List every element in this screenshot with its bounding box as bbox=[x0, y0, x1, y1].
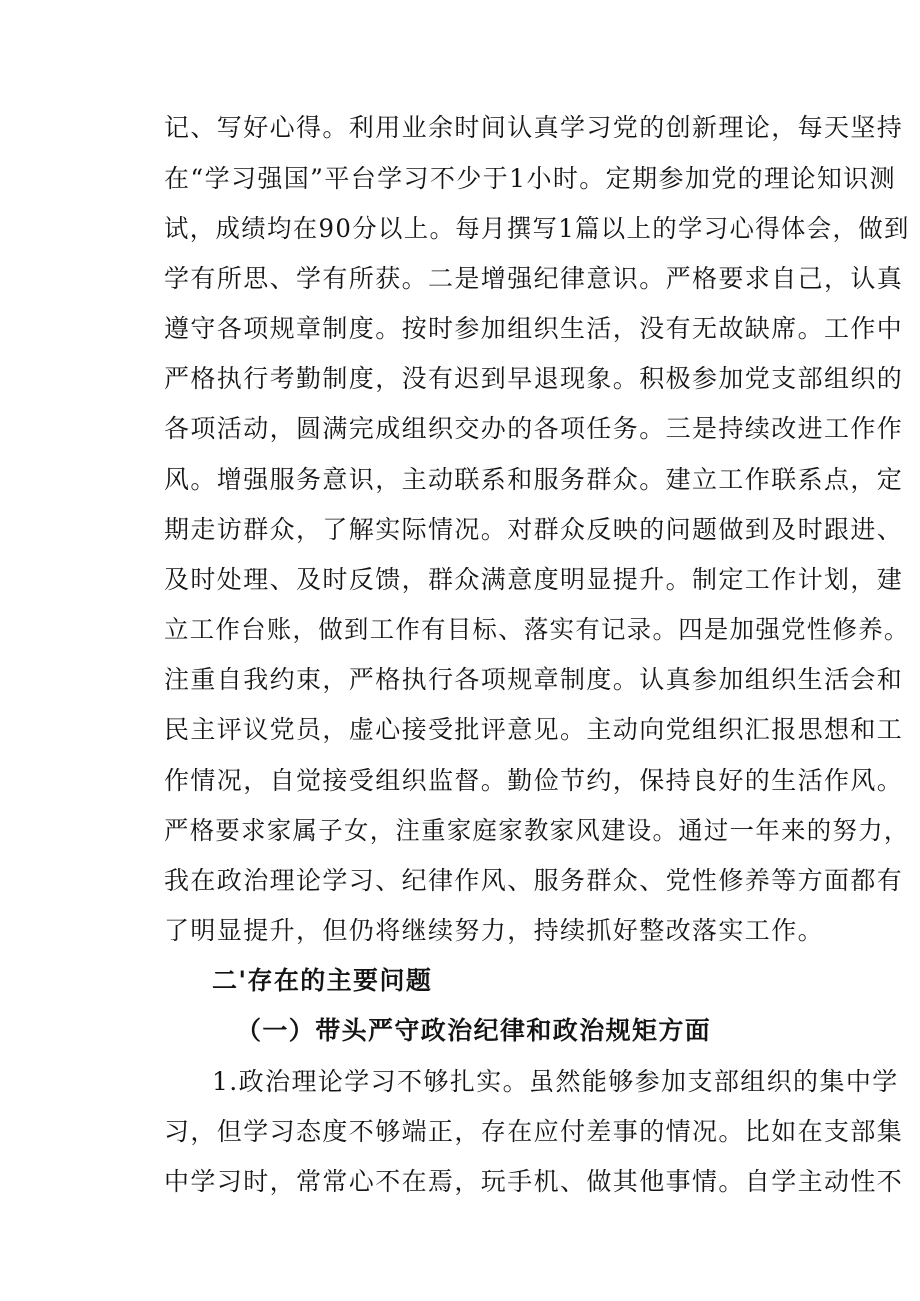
body-text-line: 民主评议党员，虚心接受批评意见。主动向党组织汇报思想和工 bbox=[164, 715, 904, 744]
body-text-line: 试，成绩均在90分以上。每月撰写1篇以上的学习心得体会，做到 bbox=[164, 214, 910, 243]
item-text-line: 中学习时，常常心不在焉，玩手机、做其他事情。自学主动性不 bbox=[164, 1167, 904, 1196]
body-text-line: 记、写好心得。利用业余时间认真学习党的创新理论，每天坚持 bbox=[164, 113, 904, 142]
body-text-line: 遵守各项规章制度。按时参加组织生活，没有无故缺席。工作中 bbox=[164, 314, 904, 343]
item-text-line: 习，但学习态度不够端正，存在应付差事的情况。比如在支部集 bbox=[164, 1117, 904, 1146]
body-text-line: 了明显提升，但仍将继续努力，持续抓好整改落实工作。 bbox=[164, 916, 825, 945]
body-text-line: 期走访群众，了解实际情况。对群众反映的问题做到及时跟进、 bbox=[164, 515, 904, 544]
body-text-line: 风。增强服务意识，主动联系和服务群众。建立工作联系点，定 bbox=[164, 465, 904, 494]
subsection-heading: （一）带头严守政治纪律和政治规矩方面 bbox=[236, 1016, 712, 1045]
body-text-line: 及时处理、及时反馈，群众满意度明显提升。制定工作计划，建 bbox=[164, 565, 904, 594]
body-text-line: 严格要求家属子女，注重家庭家教家风建设。通过一年来的努力， bbox=[164, 816, 910, 845]
body-text-line: 立工作台账，做到工作有目标、落实有记录。四是加强党性修养。 bbox=[164, 615, 910, 644]
body-text-line: 作情况，自觉接受组织监督。勤俭节约，保持良好的生活作风。 bbox=[164, 766, 904, 795]
body-text-line: 各项活动，圆满完成组织交办的各项任务。三是持续改进工作作 bbox=[164, 414, 904, 443]
body-text-line: 严格执行考勤制度，没有迟到早退现象。积极参加党支部组织的 bbox=[164, 364, 904, 393]
body-text-line: 学有所思、学有所获。二是增强纪律意识。严格要求自己，认真 bbox=[164, 264, 904, 293]
body-text-line: 我在政治理论学习、纪律作风、服务群众、党性修养等方面都有 bbox=[164, 866, 904, 895]
body-text-line: 注重自我约束，严格执行各项规章制度。认真参加组织生活会和 bbox=[164, 665, 904, 694]
item-text-line: 1.政治理论学习不够扎实。虽然能够参加支部组织的集中学 bbox=[212, 1067, 899, 1096]
body-text-line: 在“学习强国”平台学习不少于1小时。定期参加党的理论知识测 bbox=[164, 164, 897, 193]
section-heading: 二'存在的主要问题 bbox=[212, 966, 433, 995]
